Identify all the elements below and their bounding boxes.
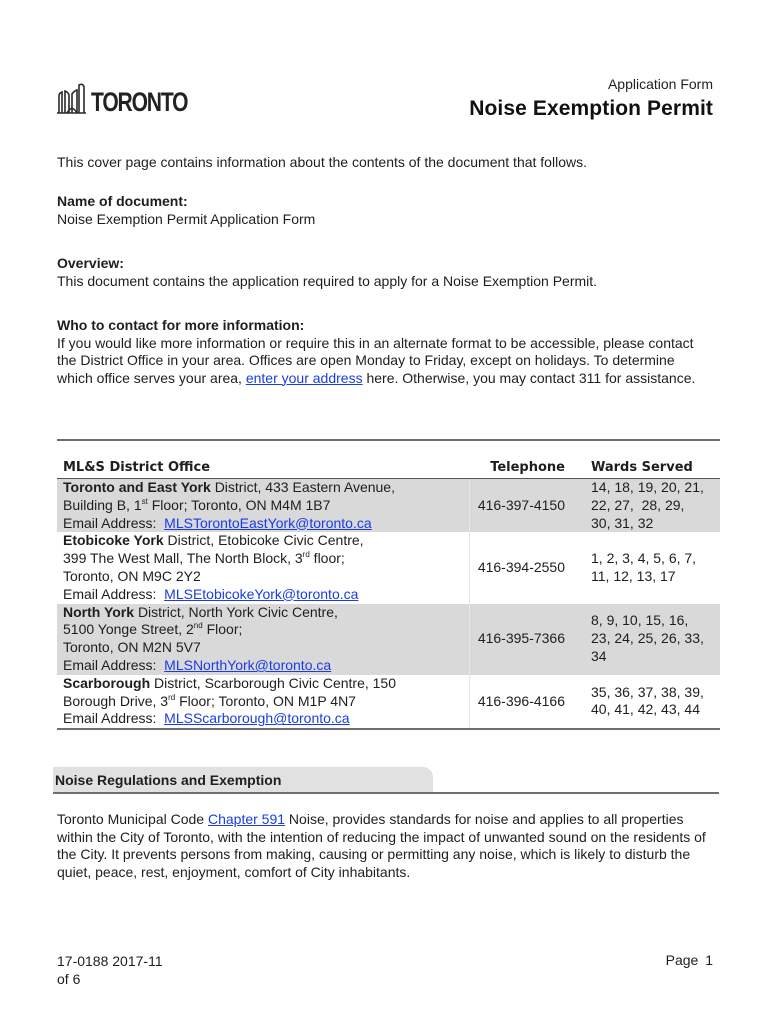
section-title: Noise Regulations and Exemption [55,772,282,788]
wards-cell: 8, 9, 10, 15, 16, 23, 24, 25, 26, 33, 34 [591,612,704,665]
wards-cell: 35, 36, 37, 38, 39, 40, 41, 42, 43, 44 [591,683,704,718]
intro-text: This cover page contains information about the contents of the document that follows. [57,154,587,170]
document-type: Application Form [607,76,713,92]
email-link[interactable]: MLSNorthYork@toronto.ca [164,656,332,673]
wards-cell: 14, 18, 19, 20, 21, 22, 27, 28, 29, 30, 31, 32 [591,479,704,531]
header-wards: Wards Served [591,460,693,475]
toronto-city-hall-icon [57,82,87,114]
section-rule [53,792,719,794]
name-of-document-value: Noise Exemption Permit Application Form [57,210,316,227]
overview-label: Overview: [57,255,124,271]
logo-wordmark: TORONTO [91,87,188,117]
overview-value: This document contains the application required to apply for a Noise Exemption Permit. [57,272,598,289]
contact-label: Who to contact for more information: [57,317,305,333]
office-cell: Scarborough District, Scarborough Civic Centre, 150 Borough Drive, 3rd Floor; Toronto, ON M1P 4N7 Email Address: MLSScarborough@toronto.ca [63,674,397,727]
table-row [57,479,720,532]
telephone-cell: 416-395-7366 [469,604,575,675]
contact-block [57,317,702,387]
email-link[interactable]: MLSEtobicokeYork@toronto.ca [164,585,359,602]
regulations-text: Toronto Municipal Code Chapter 591 Noise, provides standards for noise and applies to all properties within the City of Toronto, with the intention of reducing the impact of unwanted sound on the residents of the City. It prevents persons from making, causing or permitting any noise, which is likely to disturb the quiet, peace, rest, enjoyment, comfort of City inhabitants. [57,811,706,880]
footer-page-number: Page 1 [665,952,713,968]
name-of-document-block [57,193,717,228]
table-row [57,532,720,603]
office-cell: North York District, North York Civic Centre, 5100 Yonge Street, 2nd Floor; Toronto, ON M2N 5V7 Email Address: MLSNorthYork@toronto.ca [63,603,338,673]
table-row [57,675,720,728]
header-office: ML&S District Office [63,460,211,475]
table-row [57,604,720,675]
name-of-document-label: Name of document: [57,193,188,209]
office-name: Scarborough [63,674,151,691]
table-bottom-rule [57,728,720,730]
chapter-591-link[interactable]: Chapter 591 [207,811,286,827]
toronto-logo [57,82,215,117]
email-link[interactable]: MLSTorontoEastYork@toronto.ca [164,514,372,531]
office-name: Toronto and East York [63,479,211,495]
district-offices-table [57,439,720,730]
office-cell: Toronto and East York District, 433 Eastern Avenue, Building B, 1st Floor; Toronto, ON M4M 1B7 Email Address: MLSTorontoEastYork@toronto.ca [63,479,395,531]
section-header [53,767,719,794]
footer-form-number: 17-0188 2017-11 of 6 [57,953,163,987]
overview-block [57,255,717,290]
enter-address-link[interactable]: enter your address [245,369,363,386]
telephone-cell: 416-397-4150 [469,479,575,532]
header-telephone: Telephone [490,460,565,475]
telephone-cell: 416-396-4166 [469,675,575,728]
contact-text-1: If you would like more information or require this in an alternate format to be accessible, please contact the District Office in your area. Offices are open Monday to Friday, except on holidays. To determine which office serves your area, [57,334,694,386]
email-link[interactable]: MLSScarborough@toronto.ca [164,710,350,727]
contact-text-2: here. Otherwise, you may contact 311 for assistance. [362,369,696,386]
office-cell: Etobicoke York District, Etobicoke Civic Centre, 399 The West Mall, The North Block, 3rd floor; Toronto, ON M9C 2Y2 Email Address: MLSEtobicokeYork@toronto.ca [63,532,364,602]
wards-cell: 1, 2, 3, 4, 5, 6, 7, 11, 12, 13, 17 [591,550,697,584]
table-header-row [57,441,720,479]
office-name: Etobicoke York [63,532,164,549]
office-name: North York [63,603,135,620]
telephone-cell: 416-394-2550 [469,532,575,603]
page-title: Noise Exemption Permit [469,97,713,120]
